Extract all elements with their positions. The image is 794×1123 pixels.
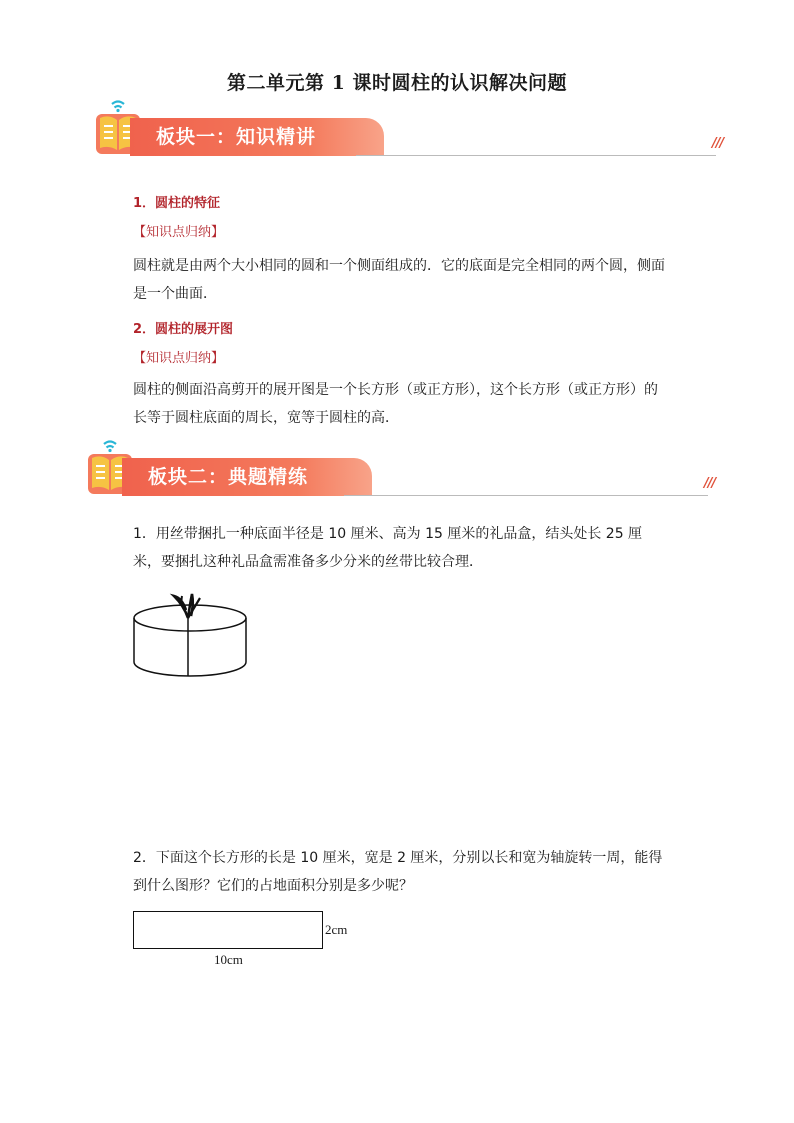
wifi-signal-icon [112, 102, 124, 113]
knowledge-tag: 【知识点归纳】 [133, 351, 225, 366]
divider [356, 155, 716, 156]
problem-text: 1．用丝带捆扎一种底面半径是 10 厘米、高为 15 厘米的礼品盒，结头处长 25 厘米，要捆扎这种礼品盒需准备多少分米的丝带比较合理． [133, 526, 643, 570]
knowledge-text: 圆柱的侧面沿高剪开的展开图是一个长方形（或正方形），这个长方形（或正方形）的长等于圆柱底面的周长，宽等于圆柱的高． [133, 382, 658, 426]
rectangle-figure [133, 911, 323, 949]
section-title: 板块一：知识精讲 [130, 118, 384, 156]
section-banner-2 [84, 448, 724, 498]
knowledge-heading: 2．圆柱的展开图 [133, 322, 234, 337]
divider [344, 495, 708, 496]
width-label: 2cm [325, 922, 348, 937]
wifi-signal-icon [104, 442, 116, 453]
knowledge-tag: 【知识点归纳】 [133, 225, 225, 240]
cylinder-gift-box-figure [130, 588, 250, 680]
section-banner-1 [92, 108, 732, 158]
page-title: 第二单元第 1 课时圆柱的认识解决问题 [227, 72, 567, 94]
length-label: 10cm [214, 952, 243, 967]
section-title: 板块二：典题精练 [122, 458, 372, 496]
problem-text: 2．下面这个长方形的长是 10 厘米，宽是 2 厘米，分别以长和宽为轴旋转一周，能得到什么图形？它们的占地面积分别是多少呢？ [133, 850, 663, 894]
slash-marks: /// [704, 476, 716, 491]
slash-marks: /// [712, 136, 724, 151]
knowledge-text: 圆柱就是由两个大小相同的圆和一个侧面组成的．它的底面是完全相同的两个圆，侧面是一个曲面． [133, 258, 665, 302]
knowledge-heading: 1．圆柱的特征 [133, 196, 221, 211]
